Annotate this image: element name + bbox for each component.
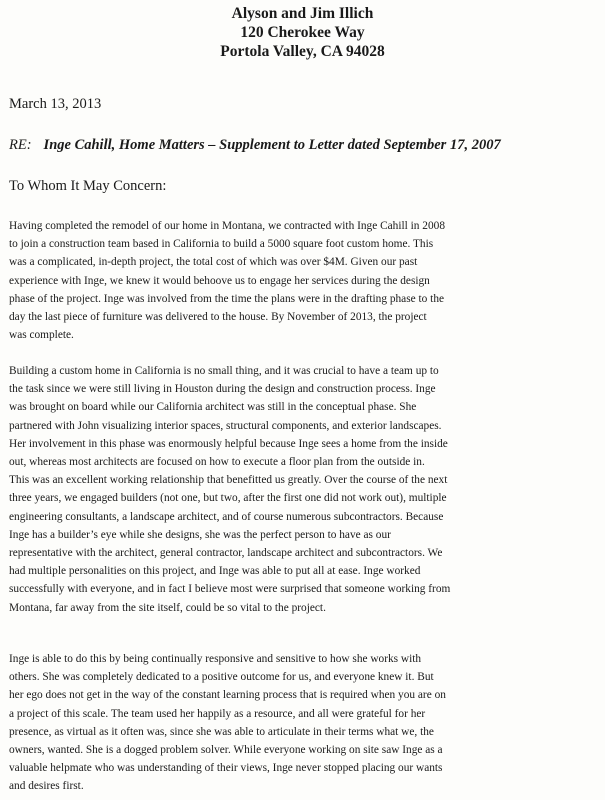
paragraph-line: experience with Inge, we knew it would behoove us to engage her services during the design	[9, 274, 430, 287]
paragraph-line: owners, wanted. She is a dogged problem solver. While everyone working on site saw Inge as a	[9, 744, 443, 757]
letterhead	[0, 4, 605, 61]
paragraph-3	[9, 650, 605, 796]
paragraph-line: This was an excellent working relationship that benefitted us greatly. Over the course of the next	[9, 474, 448, 487]
paragraph-line: the task since we were still living in Houston during the design and construction process. Inge	[9, 383, 436, 396]
paragraph-line: valuable helpmate who was understanding of their views, Inge never stopped placing our wants	[9, 762, 443, 775]
paragraph-line: partnered with John visualizing interior spaces, structural components, and exterior landscapes.	[9, 419, 442, 432]
paragraph-line: out, whereas most architects are focused on how to execute a floor plan from the outside in.	[9, 456, 425, 469]
paragraph-line: successfully with everyone, and in fact I believe most were surprised that someone working from	[9, 583, 451, 596]
letterhead-names: Alyson and Jim Illich	[231, 5, 374, 22]
paragraph-line: three years, we engaged builders (not one, but two, after the first one did not work out), multiple	[9, 492, 447, 505]
paragraph-line: had multiple personalities on this project, and Inge was able to put all at ease. Inge worked	[9, 565, 421, 578]
salutation: To Whom It May Concern:	[9, 178, 167, 194]
letterhead-street: 120 Cherokee Way	[240, 24, 365, 41]
paragraph-line: a project of this scale. The team used her happily as a resource, and all were grateful for her	[9, 707, 426, 720]
re-subject: Inge Cahill, Home Matters – Supplement to Letter dated September 17, 2007	[43, 137, 501, 153]
paragraph-line: Her involvement in this phase was enormously helpful because Inge sees a home from the inside	[9, 437, 448, 450]
letter-date: March 13, 2013	[9, 96, 102, 112]
paragraph-line: Inge is able to do this by being continually responsive and sensitive to how she works with	[9, 653, 422, 665]
paragraph-line: was brought on board while our California architect was still in the conceptual phase. She	[9, 401, 417, 414]
paragraph-line: was complete.	[9, 329, 74, 342]
paragraph-line: and desires first.	[9, 780, 84, 793]
paragraph-line: presence, as virtual as it often was, since she was able to articulate in their terms what we, the	[9, 725, 434, 738]
re-line	[9, 137, 501, 154]
paragraph-1	[9, 217, 605, 344]
paragraph-2	[9, 362, 605, 617]
paragraph-line: representative with the architect, general contractor, landscape architect and subcontractors. We	[9, 547, 443, 560]
paragraph-line: Having completed the remodel of our home in Montana, we contracted with Inge Cahill in 2008	[9, 220, 445, 232]
re-prefix: RE:	[9, 137, 32, 153]
paragraph-line: Inge has a builder’s eye while she designs, she was the perfect person to have as our	[9, 528, 391, 541]
paragraph-line: Montana, far away from the site itself, could be so vital to the project.	[9, 601, 326, 614]
letterhead-city: Portola Valley, CA 94028	[220, 43, 385, 60]
paragraph-line: day the last piece of furniture was delivered to the house. By November of 2013, the project	[9, 311, 427, 324]
paragraph-line: others. She was completely dedicated to a positive outcome for us, and everyone knew it. But	[9, 671, 434, 684]
paragraph-line: Building a custom home in California is no small thing, and it was crucial to have a team up to	[9, 365, 439, 377]
paragraph-line: engineering consultants, a landscape architect, and of course numerous subcontractors. Because	[9, 510, 444, 523]
paragraph-line: to join a construction team based in California to build a 5000 square foot custom home. This	[9, 238, 434, 251]
paragraph-line: her ego does not get in the way of the constant learning process that is required when you are on	[9, 689, 446, 702]
paragraph-line: was a complicated, in-depth project, the total cost of which was over $4M. Given our past	[9, 256, 418, 269]
paragraph-line: phase of the project. Inge was involved from the time the plans were in the drafting phase to the	[9, 292, 445, 305]
